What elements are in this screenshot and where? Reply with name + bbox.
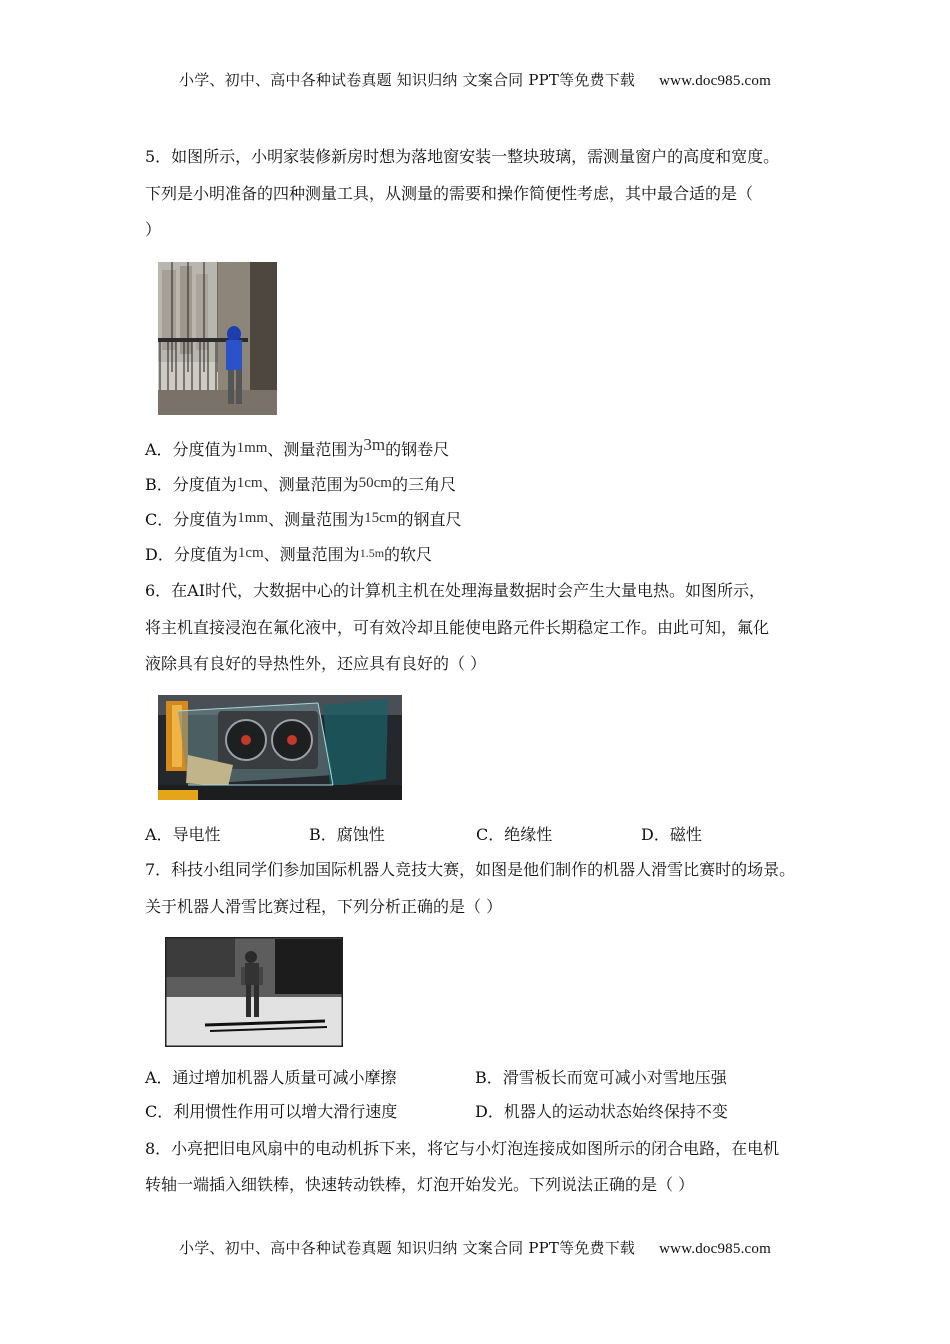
q8-line-2: 转轴一端插入细铁棒，快速转动铁棒，灯泡开始发光。下列说法正确的是（ ） [145, 1175, 695, 1194]
q5-line-2: 下列是小明准备的四种测量工具，从测量的需要和操作简便性考虑，其中最合适的是（ [145, 184, 754, 203]
banner-text: 小学、初中、高中各种试卷真题 知识归纳 文案合同 PPT等免费下载 [179, 71, 636, 89]
balcony-window-photo [158, 262, 277, 415]
q7-option-d[interactable]: D．机器人的运动状态始终保持不变 [475, 1102, 728, 1121]
q5-option-a[interactable]: A．分度值为1mm、测量范围为3m的钢卷尺 [145, 435, 450, 459]
q5-line-1: 5．如图所示，小明家装修新房时想为落地窗安装一整块玻璃，需测量窗户的高度和宽度。 [145, 147, 780, 166]
banner-url[interactable]: www.doc985.com [659, 1241, 771, 1257]
q6-option-a[interactable]: A．导电性 [145, 825, 221, 844]
footer-banner [0, 1237, 950, 1258]
q5-line-3: ） [145, 220, 162, 239]
q5-option-b[interactable]: B．分度值为1cm、测量范围为50cm的三角尺 [145, 475, 456, 494]
q5-option-c[interactable]: C．分度值为1mm、测量范围为15cm的钢直尺 [145, 510, 462, 529]
q7-line-2: 关于机器人滑雪比赛过程，下列分析正确的是（ ） [145, 897, 503, 916]
q5-option-d[interactable]: D．分度值为1cm、测量范围为1.5m的软尺 [145, 545, 433, 564]
robot-skiing-photo [165, 937, 343, 1047]
banner-url[interactable]: www.doc985.com [659, 73, 771, 89]
q7-line-1: 7．科技小组同学们参加国际机器人竞技大赛，如图是他们制作的机器人滑雪比赛时的场景。 [145, 860, 796, 879]
immersion-cooling-photo [158, 695, 402, 800]
q7-option-a[interactable]: A．通过增加机器人质量可减小摩擦 [145, 1068, 397, 1087]
q6-line-3: 液除具有良好的导热性外，还应具有良好的（ ） [145, 654, 487, 673]
q7-option-b[interactable]: B．滑雪板长而宽可减小对雪地压强 [475, 1068, 727, 1087]
q6-option-d[interactable]: D．磁性 [641, 825, 702, 844]
q7-option-c[interactable]: C．利用惯性作用可以增大滑行速度 [145, 1102, 398, 1121]
q6-line-2: 将主机直接浸泡在氟化液中，可有效冷却且能使电路元件长期稳定工作。由此可知，氟化 [145, 618, 770, 637]
q6-option-b[interactable]: B．腐蚀性 [309, 825, 385, 844]
q6-line-1: 6．在AI时代，大数据中心的计算机主机在处理海量数据时会产生大量电热。如图所示， [145, 581, 766, 600]
q8-line-1: 8．小亮把旧电风扇中的电动机拆下来，将它与小灯泡连接成如图所示的闭合电路，在电机 [145, 1139, 780, 1158]
header-banner [0, 69, 950, 90]
banner-text: 小学、初中、高中各种试卷真题 知识归纳 文案合同 PPT等免费下载 [179, 1239, 636, 1257]
q6-option-c[interactable]: C．绝缘性 [476, 825, 553, 844]
